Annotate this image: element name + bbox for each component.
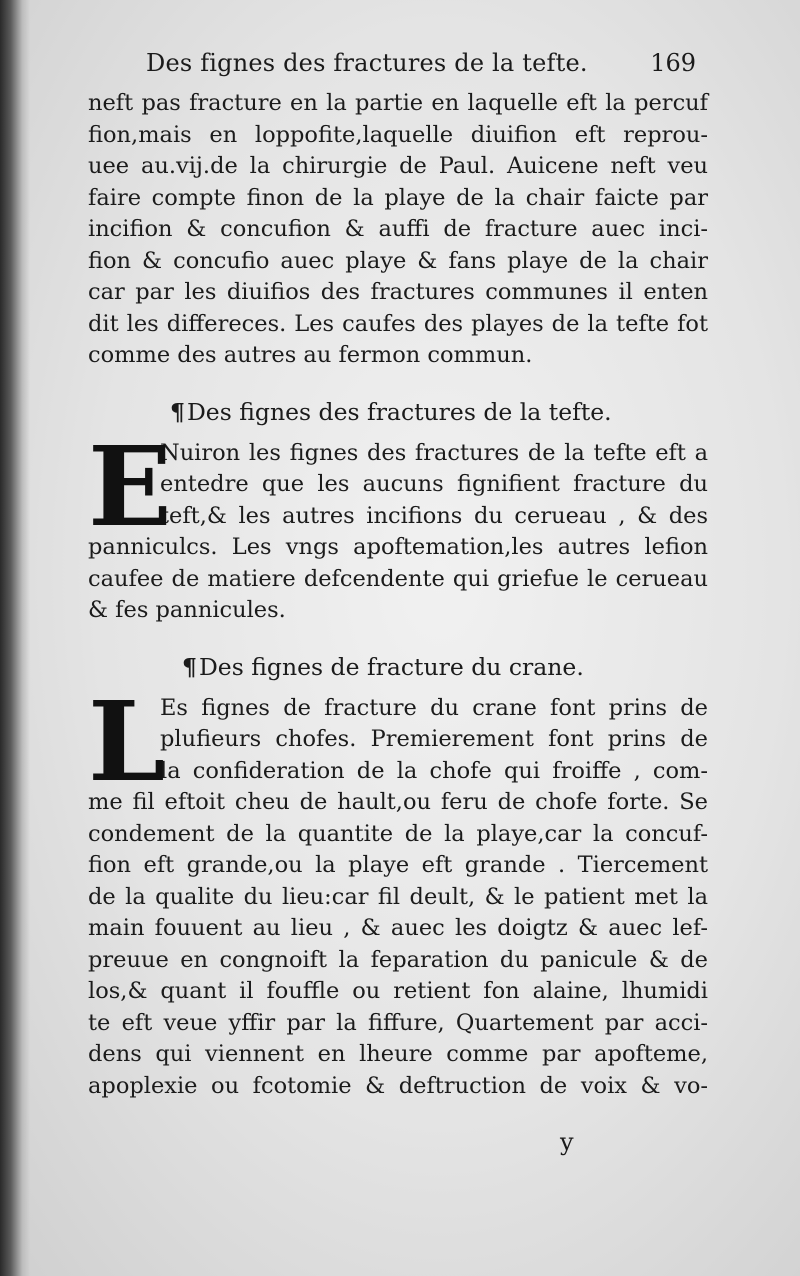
text-line: me fil eftoit cheu de hault,ou feru de chofe forte. Se (88, 789, 708, 815)
text-line: Nuiron les fignes des fractures de la tefte eft a (160, 439, 708, 466)
running-head-title: Des fignes des fractures de la tefte. (146, 49, 588, 77)
pilcrow-icon: ¶ (170, 397, 185, 426)
text-line: neft pas fracture en la partie en laquelle eft la percuf (88, 90, 708, 116)
text-line: uee au.vij.de la chirurgie de Paul. Auicene neft veu (88, 153, 708, 179)
paragraph-with-initial (88, 421, 708, 627)
running-head (88, 38, 708, 88)
text-line: fion eft grande,ou la playe eft grande . Tiercement (88, 852, 708, 878)
page-number: 169 (650, 49, 696, 77)
text-line: faire compte finon de la playe de la chair faicte par (88, 184, 708, 211)
text-line: & fes pannicules. (88, 597, 286, 623)
text-line: teft,& les autres incifions du cerueau , & des (160, 502, 708, 529)
text-line: condement de la quantite de la playe,car la concuf- (88, 820, 708, 847)
text-line: panniculcs. Les vngs apoftemation,les autres lefion (88, 534, 708, 560)
text-block (88, 38, 708, 1102)
spacer (88, 372, 708, 386)
pilcrow-icon: ¶ (182, 652, 197, 681)
text-line: dens qui viennent en lheure comme par apofteme, (88, 1041, 708, 1067)
text-line: preuue en congnoift la feparation du panicule & de (88, 946, 708, 973)
drop-cap-initial: E (88, 421, 172, 551)
spacer (88, 627, 708, 641)
text-line: car par les diuifios des fractures communes il enten (88, 279, 708, 305)
section-heading-text: Des fignes de fracture du crane. (198, 652, 584, 681)
text-line: dit les differeces. Les caufes des playes de la tefte fot (88, 310, 708, 337)
paragraph-continued (88, 88, 708, 372)
text-line: incifion & concufion & auffi de fracture auec inci- (88, 216, 708, 242)
text-line: te eft veue yffir par la fiffure, Quartement par acci- (88, 1009, 708, 1036)
section-heading-text: Des fignes des fractures de la tefte. (186, 397, 612, 426)
text-line: comme des autres au fermon commun. (88, 342, 533, 368)
drop-cap-initial: L (88, 676, 166, 806)
text-line: fion & concufio auec playe & fans playe de la chair (88, 247, 708, 274)
text-line: entedre que les aucuns fignifient fracture du (160, 471, 708, 497)
section-heading (88, 641, 708, 693)
text-line: de la qualite du lieu:car fil deult, & le patient met la (88, 883, 708, 910)
text-line: la confideration de la chofe qui froiffe , com- (160, 757, 708, 784)
section-heading (88, 386, 708, 438)
binding-shadow (0, 0, 30, 1276)
paragraph-with-initial (88, 676, 708, 1103)
text-line: main fouuent au lieu , & auec les doigtz & auec lef- (88, 915, 708, 941)
text-line: los,& quant il fouffle ou retient fon alaine, lhumidi (88, 978, 708, 1004)
text-line: plufieurs chofes. Premierement font prins de (160, 726, 708, 752)
text-line: caufee de matiere defcendente qui griefue le cerueau (88, 565, 708, 592)
text-line: apoplexie ou fcotomie & deftruction de voix & vo- (88, 1072, 708, 1099)
text-line: fion,mais en loppofite,laquelle diuifion eft reprou- (88, 121, 708, 148)
catchword: y (560, 1128, 574, 1156)
text-line: Es fignes de fracture du crane font prins de (160, 694, 708, 721)
